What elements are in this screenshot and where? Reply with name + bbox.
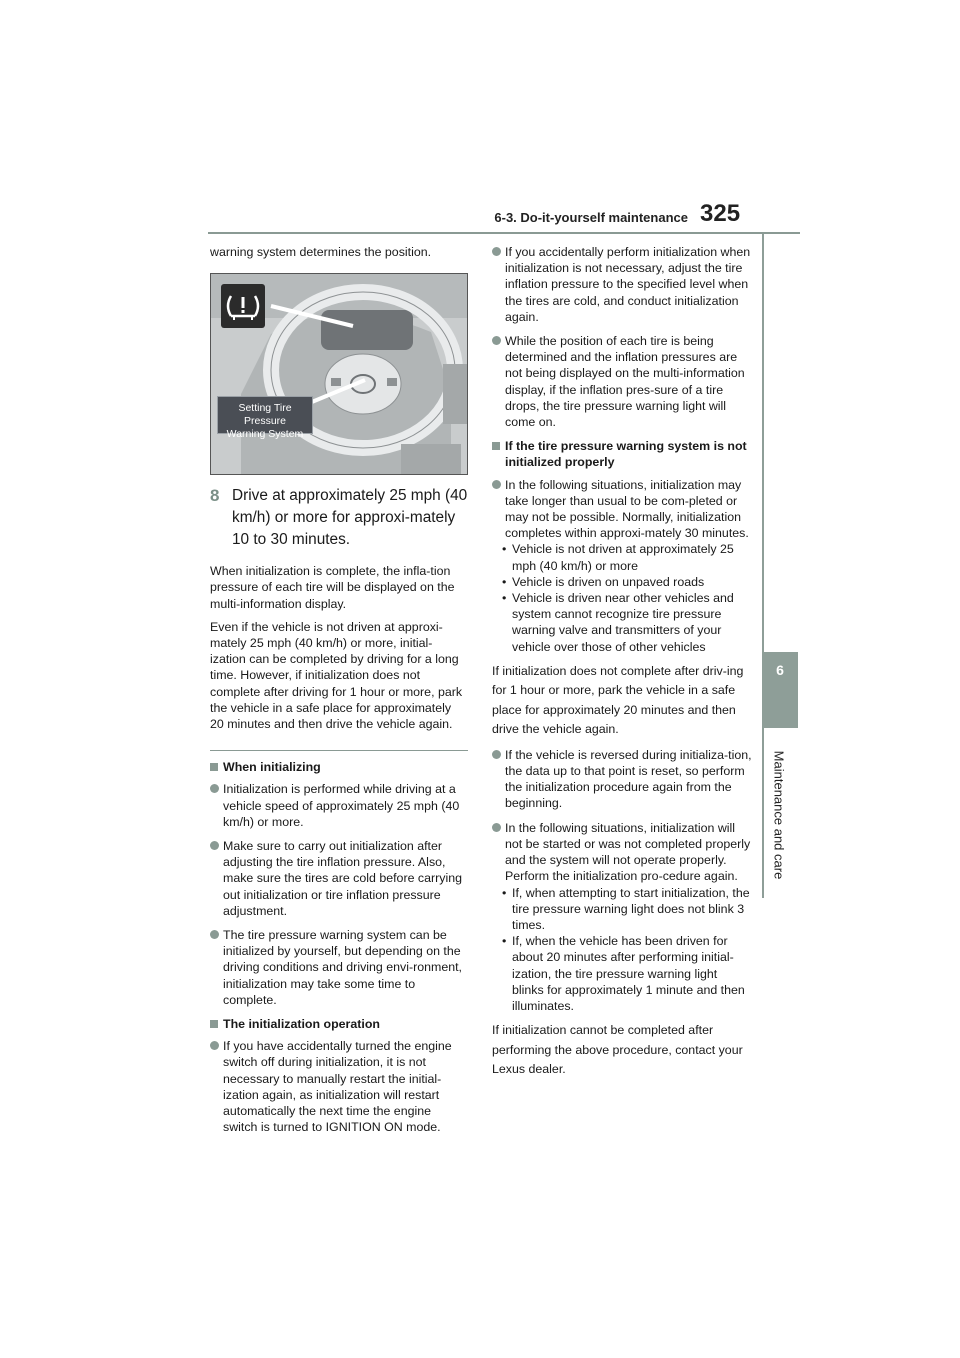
right-column: [492, 244, 752, 1087]
round-bullet-icon: [210, 841, 219, 850]
list-item: [492, 244, 752, 325]
paragraph: Even if the vehicle is not driven at approxi-mately 25 mph (40 km/h) or more, initial-ization can be completed by driving for a long time. However, if initialization does not complete after driving for 1 hour or more, park the vehicle in a safe place for approximately 20 minutes and then drive the vehicle again.: [210, 619, 463, 732]
list-item: [492, 820, 752, 885]
step-number: 8: [210, 486, 220, 506]
sub-item: • If, when the vehicle has been driven for about 20 minutes after performing initial-ization, the tire pressure warning light blinks for approximately 1 minute and then illuminates.: [502, 933, 752, 1014]
sub-item-text: If, when the vehicle has been driven for about 20 minutes after performing initial-ization, the tire pressure warning light blinks for approximately 1 minute and then illuminates.: [512, 934, 745, 1013]
chapter-number: 6: [776, 662, 784, 678]
sub-item-text: If, when attempting to start initialization, the tire pressure warning light does not blink 3 times.: [512, 885, 750, 932]
list-item: [210, 927, 468, 1008]
round-bullet-icon: [210, 784, 219, 793]
sub-item: • Vehicle is driven near other vehicles and system cannot recognize tire pressure warning valve and transmitters of your vehicle over those of other vehicles: [502, 590, 752, 655]
list-item-text: In the following situations, initialization will not be started or was not completed properly and the system will not operate properly. Perform the initialization pro-cedure again.: [505, 820, 751, 884]
subheading-text: If the tire pressure warning system is not initialized properly: [505, 439, 747, 470]
square-bullet-icon: [210, 763, 218, 771]
left-column: [210, 244, 468, 1144]
paragraph: When initialization is complete, the infla-tion pressure of each tire will be displayed on the multi-information display.: [210, 564, 455, 611]
section-divider: [210, 750, 468, 751]
side-rule-bottom: [762, 728, 764, 898]
round-bullet-icon: [492, 247, 501, 256]
switch-label-line1: Setting Tire Pressure: [238, 402, 292, 428]
list-item-text: If you accidentally perform initialization when initialization is not necessary, adjust the tire inflation pressure to the specified level when the tires are cold, and conduct initialization again.: [505, 245, 751, 324]
round-bullet-icon: [210, 930, 219, 939]
sub-item: • Vehicle is driven on unpaved roads: [502, 574, 705, 589]
list-item-text: Initialization is performed while driving at a vehicle speed of approximately 25 mph (40 km/h) or more.: [223, 782, 460, 829]
square-bullet-icon: [210, 1020, 218, 1028]
round-bullet-icon: [492, 750, 501, 759]
steering-wheel-illustration: [210, 273, 468, 475]
sub-item-text: Vehicle is driven on unpaved roads: [512, 574, 705, 589]
list-item-text: The tire pressure warning system can be initialized by yourself, but depending on the driving conditions and driving envi-ronment, initialization may take some time to complete.: [223, 928, 462, 1007]
round-bullet-icon: [492, 823, 501, 832]
list-item-text: In the following situations, initialization may take longer than usual to be com-pleted or may not be possible. Normally, initialization completes within approxi-mately 30 minutes.: [505, 477, 749, 541]
tire-pressure-warning-icon: [221, 284, 265, 328]
sub-item: • Vehicle is not driven at approximately 25 mph (40 km/h) or more: [502, 541, 752, 573]
list-item-text: If the vehicle is reversed during initializa-tion, the data up to that point is reset, so perform the initialization procedure again from the beginning.: [505, 747, 752, 811]
list-item-text: While the position of each tire is being determined and the inflation pressures are not being displayed on the multi-information display, if the inflation pres-sure of a tire drops, the tire pressure warning light will come on.: [505, 334, 745, 430]
subheading-not-initialized: [492, 438, 752, 470]
round-bullet-icon: [210, 1041, 219, 1050]
tire-pressure-warning-light: [221, 284, 265, 328]
page-number: 325: [700, 200, 741, 227]
list-item: [210, 1038, 468, 1135]
square-bullet-icon: [492, 442, 500, 450]
subheading-text: When initializing: [223, 760, 321, 775]
sub-item: • If, when attempting to start initialization, the tire pressure warning light does not blink 3 times.: [502, 885, 752, 934]
list-item: [210, 838, 468, 919]
list-item: [210, 781, 468, 830]
intro-text: warning system determines the position.: [210, 245, 432, 259]
section-title: 6-3. Do-it-yourself maintenance: [494, 210, 688, 225]
subheading-text: The initialization operation: [223, 1017, 380, 1032]
list-item-text: Make sure to carry out initialization after adjusting the tire inflation pressure. Also, make sure the tires are cold before carrying out initialization or tire inflation pressure adjustment.: [223, 839, 462, 918]
round-bullet-icon: [492, 480, 501, 489]
sub-item-text: Vehicle is not driven at approximately 25 mph (40 km/h) or more: [512, 542, 734, 573]
step-text: Drive at approximately 25 mph (40 km/h) or more for approxi-mately 10 to 30 minutes.: [232, 487, 468, 549]
subheading-initialization-operation: [210, 1016, 468, 1032]
list-item: [492, 333, 752, 430]
chapter-label: Maintenance and care: [771, 750, 787, 880]
step-8: [210, 485, 468, 551]
switch-label-line2: Warning System: [226, 428, 304, 441]
round-bullet-icon: [492, 336, 501, 345]
paragraph: If initialization cannot be completed after performing the above procedure, contact your Lexus dealer.: [492, 1023, 743, 1077]
list-item: [492, 747, 752, 812]
list-item: [492, 477, 752, 542]
sub-item-text: Vehicle is driven near other vehicles and system cannot recognize tire pressure warning valve and transmitters of your vehicle over those of other vehicles: [512, 591, 734, 654]
subheading-when-initializing: [210, 759, 468, 775]
paragraph: If initialization does not complete after driv-ing for 1 hour or more, park the vehicle in a safe place for approximately 20 minutes and then drive the vehicle again.: [492, 663, 744, 737]
side-rule-top: [762, 234, 764, 652]
list-item-text: If you have accidentally turned the engine switch off during initialization, it is not necessary to manually restart the initial-ization again, as initialization will restart automatically the next time the engine switch is turned to IGNITION ON mode.: [223, 1039, 452, 1135]
setting-tire-pressure-switch: [217, 396, 313, 441]
header-rule: [208, 232, 800, 234]
